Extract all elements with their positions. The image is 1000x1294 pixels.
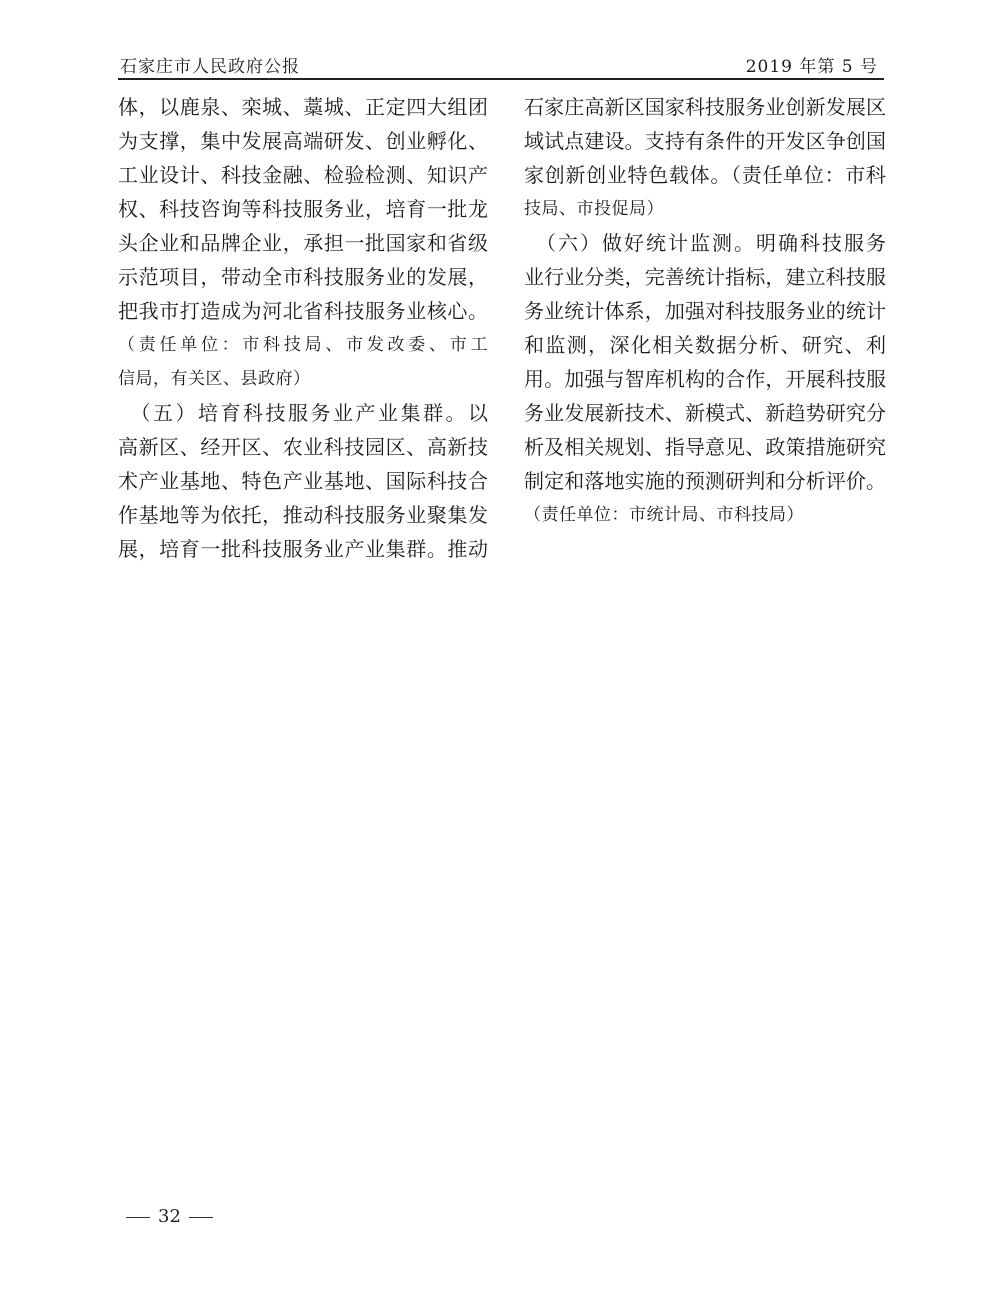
text-line: 体，以鹿泉、栾城、藁城、正定四大组团 xyxy=(118,95,488,119)
text-line: 权、科技咨询等科技服务业，培育一批龙 xyxy=(118,197,488,221)
text-line: 石家庄高新区国家科技服务业创新发展区 xyxy=(524,95,886,119)
text-line: 业行业分类，完善统计指标，建立科技服 xyxy=(524,265,886,289)
text-line: 示范项目，带动全市科技服务业的发展， xyxy=(118,265,488,289)
text-line: 术产业基地、特色产业基地、国际科技合 xyxy=(118,469,488,493)
text-line: 把我市打造成为河北省科技服务业核心。 xyxy=(118,299,488,323)
text-line: 和监测，深化相关数据分析、研究、利 xyxy=(524,333,886,357)
text-line: （责任单位：市统计局、市科技局） xyxy=(524,505,804,525)
text-line: 高新区、经开区、农业科技园区、高新技 xyxy=(118,435,488,459)
publication-title: 石家庄市人民政府公报 xyxy=(120,57,300,77)
text-line: 作基地等为依托，推动科技服务业聚集发 xyxy=(118,503,488,527)
text-line: 务业统计体系，加强对科技服务业的统计 xyxy=(524,299,886,323)
text-line: 为支撑，集中发展高端研发、创业孵化、 xyxy=(118,129,488,153)
left-column xyxy=(118,90,488,566)
text-line: （责任单位：市科技局、市发改委、市工 xyxy=(118,335,488,355)
footer-dash-left xyxy=(126,1217,150,1218)
page-number: 32 xyxy=(158,1206,181,1227)
text-line: 析及相关规划、指导意见、政策措施研究 xyxy=(524,435,886,459)
footer-dash-right xyxy=(189,1217,213,1218)
text-line: 头企业和品牌企业，承担一批国家和省级 xyxy=(118,231,488,255)
right-column xyxy=(524,90,886,532)
text-line: 域试点建设。支持有条件的开发区争创国 xyxy=(524,129,886,153)
text-line: 信局，有关区、县政府） xyxy=(118,369,311,389)
text-line: 制定和落地实施的预测研判和分析评价。 xyxy=(524,469,886,493)
text-line: （六）做好统计监测。明确科技服务 xyxy=(524,231,886,255)
text-line: 用。加强与智库机构的合作，开展科技服 xyxy=(524,367,886,391)
page-footer xyxy=(118,1206,221,1227)
text-line: 展，培育一批科技服务业产业集群。推动 xyxy=(118,537,488,561)
text-line: 技局、市投促局） xyxy=(524,199,664,219)
text-line: 工业设计、科技金融、检验检测、知识产 xyxy=(118,163,488,187)
text-line: （五）培育科技服务业产业集群。以 xyxy=(118,401,488,425)
issue-number: 2019 年第 5 号 xyxy=(745,57,878,77)
text-line: 家创新创业特色载体。（责任单位：市科 xyxy=(524,163,886,187)
text-line: 务业发展新技术、新模式、新趋势研究分 xyxy=(524,401,886,425)
page-header xyxy=(118,50,884,80)
